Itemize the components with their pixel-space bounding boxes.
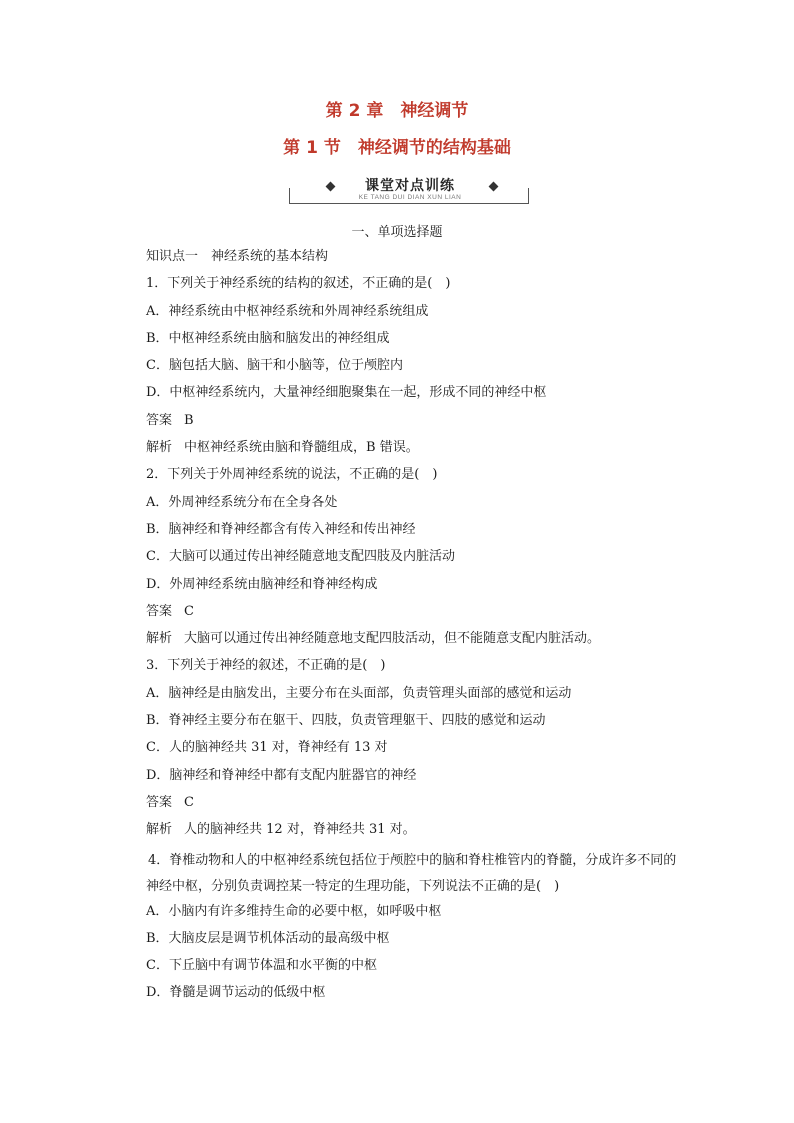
analysis-text: 中枢神经系统由脑和脊髓组成，B 错误。 [184,440,419,456]
option-a: A．神经系统由中枢神经系统和外周神经系统组成 [146,303,429,319]
analysis-row [146,438,686,465]
question-stem: 2．下列关于外周神经系统的说法，不正确的是( ) [146,467,438,483]
answer-value: C [184,603,194,619]
option-a: A．外周神经系统分布在全身各处 [146,494,338,510]
question-stem: 4．脊椎动物和人的中枢神经系统包括位于颅腔中的脑和脊柱椎管内的脊髓，分成许多不同的神经中枢，分别负责调控某一特定的生理功能，下列说法不正确的是( ) [146,852,677,894]
chapter-title: 第 2 章 神经调节 [325,101,469,121]
analysis-row [146,629,686,656]
answer-row [146,793,686,820]
knowledge-point: 知识点一 神经系统的基本结构 [146,249,329,264]
analysis-label: 解析 [146,822,173,838]
option-c: C．人的脑神经共 31 对，脊神经有 13 对 [146,740,388,756]
analysis-text: 人的脑神经共 12 对，脊神经共 31 对。 [184,822,416,838]
option-c: C．大脑可以通过传出神经随意地支配四肢及内脏活动 [146,549,455,565]
option-a: A．脑神经是由脑发出，主要分布在头面部，负责管理头面部的感觉和运动 [146,685,572,701]
question-list [146,247,686,1011]
practice-banner [289,173,531,205]
option-d: D．中枢神经系统内，大量神经细胞聚集在一起，形成不同的神经中枢 [146,385,547,401]
question-stem: 3．下列关于神经的叙述，不正确的是( ) [146,658,386,674]
analysis-label: 解析 [146,440,173,456]
banner-title: 课堂对点训练 [365,178,455,194]
answer-value: B [184,412,194,428]
question-stem: 1．下列关于神经系统的结构的叙述，不正确的是( ) [146,276,451,292]
answer-label: 答案 [146,412,173,428]
analysis-text: 大脑可以通过传出神经随意地支配四肢活动，但不能随意支配内脏活动。 [184,631,601,647]
option-b: B．大脑皮层是调节机体活动的最高级中枢 [146,930,390,946]
option-c: C．脑包括大脑、脑干和小脑等，位于颅腔内 [146,358,403,374]
part-heading: 一、单项选择题 [351,225,443,240]
answer-value: C [184,794,194,810]
answer-label: 答案 [146,603,173,619]
answer-row [146,411,686,438]
option-d: D．外周神经系统由脑神经和脊神经构成 [146,576,378,592]
option-d: D．脊髓是调节运动的低级中枢 [146,985,326,1001]
section-title: 第 1 节 神经调节的结构基础 [283,138,511,158]
option-d: D．脑神经和脊神经中都有支配内脏器官的神经 [146,767,417,783]
analysis-row [146,820,686,847]
analysis-label: 解析 [146,631,173,647]
answer-row [146,602,686,629]
banner-subtitle: KE TANG DUI DIAN XUN LIAN [358,194,462,201]
answer-label: 答案 [146,794,173,810]
option-c: C．下丘脑中有调节体温和水平衡的中枢 [146,958,377,974]
option-b: B．中枢神经系统由脑和脑发出的神经组成 [146,330,390,346]
option-b: B．脑神经和脊神经都含有传入神经和传出神经 [146,521,416,537]
option-a: A．小脑内有许多维持生命的必要中枢，如呼吸中枢 [146,903,442,919]
option-b: B．脊神经主要分布在躯干、四肢，负责管理躯干、四肢的感觉和运动 [146,713,546,729]
